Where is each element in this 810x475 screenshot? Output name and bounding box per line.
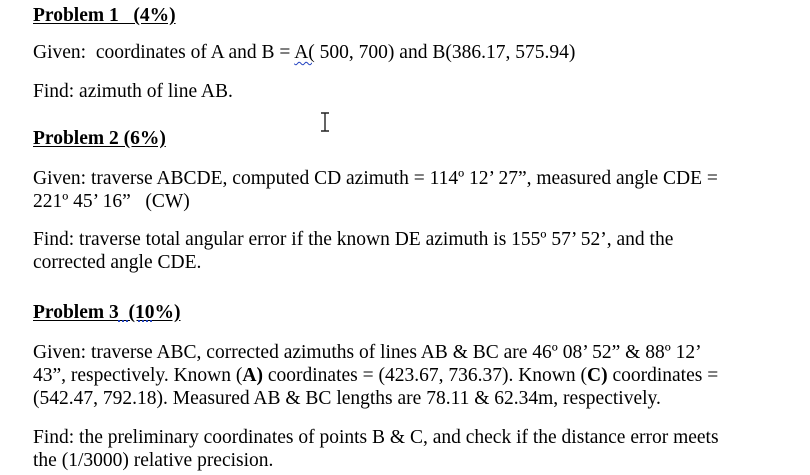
problem-2-heading-text: Problem 2 (6%) <box>33 128 166 149</box>
problem-3-heading-text: Problem 3 <box>33 302 119 323</box>
problem-3-given <box>33 341 718 410</box>
problem-1-heading-text: Problem 1 (4%) <box>33 5 176 26</box>
problem-2-given <box>33 167 718 213</box>
problem-2-heading <box>33 128 166 150</box>
problem-3-find-line-1: Find: the preliminary coordinates of points B & C, and check if the distance error meets <box>33 427 719 448</box>
problem-3-given-line-2-part-e: coordinates = <box>607 365 719 386</box>
problem-1-find <box>33 80 233 103</box>
problem-1-heading <box>33 5 176 27</box>
problem-3-find <box>33 426 719 472</box>
problem-2-given-line-1: Given: traverse ABCDE, computed CD azimuth = 114º 12’ 27”, measured angle CDE = <box>33 168 718 189</box>
spellcheck-marked-text[interactable]: A( <box>294 42 315 63</box>
problem-2-given-line-2: 221º 45’ 16” (CW) <box>33 191 190 212</box>
point-a-label: A) <box>242 365 263 386</box>
problem-3-heading-text-end: %) <box>154 302 181 323</box>
problem-3-given-line-2-part-a: 43”, respectively. Known ( <box>33 365 243 386</box>
problem-1-given-text: Given: coordinates of A and B = <box>33 42 295 63</box>
grammar-marked-text[interactable]: (10 <box>118 302 155 323</box>
problem-1-given <box>33 41 575 64</box>
problem-1-given-text-end: 500, 700) and B(386.17, 575.94) <box>314 42 576 63</box>
problem-3-given-line-2 <box>33 364 718 387</box>
problem-3-find-line-2: the (1/3000) relative precision. <box>33 450 274 471</box>
problem-3-given-line-3: (542.47, 792.18). Measured AB & BC lengths are 78.11 & 62.34m, respectively. <box>33 388 661 409</box>
point-c-label: C) <box>587 365 608 386</box>
text-cursor-icon <box>318 112 332 132</box>
problem-1-find-text: Find: azimuth of line AB. <box>33 81 233 102</box>
problem-2-find-line-2: corrected angle CDE. <box>33 252 202 273</box>
problem-3-heading <box>33 302 181 324</box>
problem-2-find <box>33 228 673 274</box>
problem-2-find-line-1: Find: traverse total angular error if the known DE azimuth is 155º 57’ 52’, and the <box>33 229 674 250</box>
problem-3-given-line-2-part-c: coordinates = (423.67, 736.37). Known ( <box>262 365 587 386</box>
problem-3-given-line-1: Given: traverse ABC, corrected azimuths of lines AB & BC are 46º 08’ 52” & 88º 12’ <box>33 342 702 363</box>
